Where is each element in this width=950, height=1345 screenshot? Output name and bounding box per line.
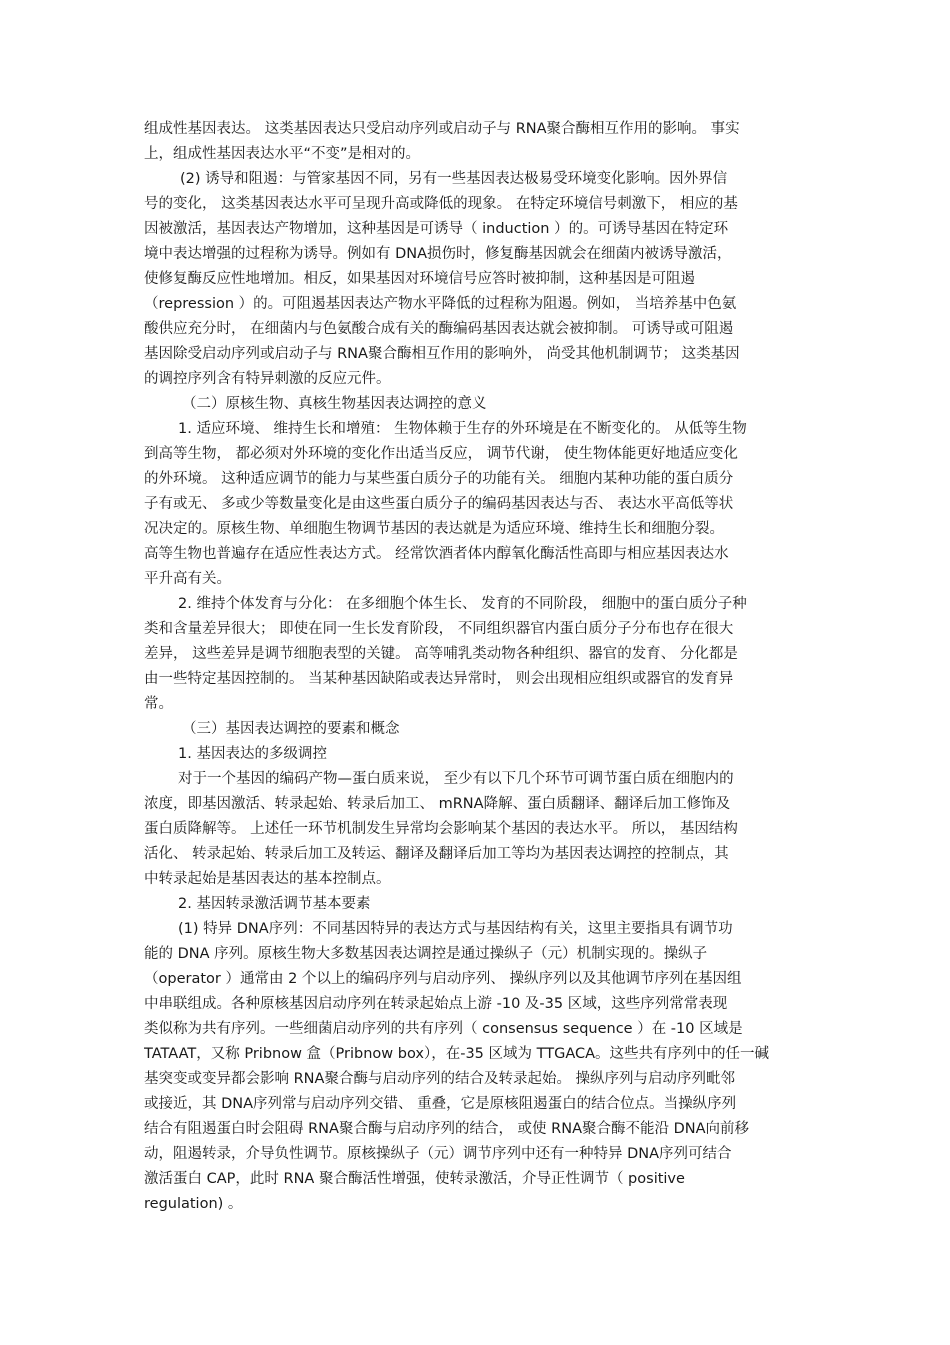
paragraph-line: (2) 诱导和阻遏：与管家基因不同，另有一些基因表达极易受环境变化影响。因外界信 bbox=[180, 171, 728, 187]
paragraph-line: 浓度，即基因激活、转录起始、转录后加工、 mRNA降解、蛋白质翻译、翻译后加工修饰及 bbox=[144, 796, 731, 812]
paragraph-line: 中转录起始是基因表达的基本控制点。 bbox=[144, 871, 391, 887]
paragraph-line: 能的 DNA 序列。原核生物大多数基因表达调控是通过操纵子（元）机制实现的。操纵子 bbox=[144, 946, 708, 962]
paragraph-line: 号的变化， 这类基因表达水平可呈现升高或降低的现象。 在特定环境信号刺激下， 相应的基 bbox=[144, 196, 738, 212]
paragraph-line: TATAAT，又称 Pribnow 盒（Pribnow box），在-35 区域为 TTGACA。这些共有序列中的任一碱 bbox=[144, 1046, 770, 1062]
subsection-heading: 1. 基因表达的多级调控 bbox=[178, 746, 327, 762]
paragraph-line: 子有或无、 多或少等数量变化是由这些蛋白质分子的编码基因表达与否、 表达水平高低等状 bbox=[144, 496, 734, 512]
paragraph-line: （operator ）通常由 2 个以上的编码序列与启动序列、 操纵序列以及其他调节序列在基因组 bbox=[144, 971, 742, 987]
paragraph-line: 1. 适应环境、 维持生长和增殖： 生物体赖于生存的外环境是在不断变化的。 从低等生物 bbox=[178, 421, 747, 437]
paragraph-line: 的外环境。 这种适应调节的能力与某些蛋白质分子的功能有关。 细胞内某种功能的蛋白质分 bbox=[144, 471, 734, 487]
paragraph-line: 组成性基因表达。 这类基因表达只受启动序列或启动子与 RNA聚合酶相互作用的影响。 事实 bbox=[144, 121, 740, 137]
paragraph-line: 激活蛋白 CAP，此时 RNA 聚合酶活性增强，使转录激活，介导正性调节（ positive bbox=[144, 1171, 685, 1187]
paragraph-line: 蛋白质降解等。 上述任一环节机制发生异常均会影响某个基因的表达水平。 所以， 基因结构 bbox=[144, 821, 738, 837]
paragraph-line: 或接近，其 DNA序列常与启动序列交错、 重叠，它是原核阻遏蛋白的结合位点。当操纵序列 bbox=[144, 1096, 737, 1112]
paragraph-line: 动，阻遏转录，介导负性调节。原核操纵子（元）调节序列中还有一种特异 DNA序列可结合 bbox=[144, 1146, 732, 1162]
paragraph-line: 中串联组成。各种原核基因启动序列在转录起始点上游 -10 及-35 区域，这些序列常常表现 bbox=[144, 996, 728, 1012]
paragraph-line: 况决定的。原核生物、单细胞生物调节基因的表达就是为适应环境、维持生长和细胞分裂。 bbox=[144, 521, 724, 537]
paragraph-line: 差异， 这些差异是调节细胞表型的关键。 高等哺乳类动物各种组织、器官的发育、 分化都是 bbox=[144, 646, 738, 662]
paragraph-line: 的调控序列含有特异刺激的反应元件。 bbox=[144, 371, 391, 387]
paragraph-line: 使修复酶反应性地增加。相反，如果基因对环境信号应答时被抑制，这种基因是可阻遏 bbox=[144, 271, 695, 287]
paragraph-line: 到高等生物， 都必须对外环境的变化作出适当反应， 调节代谢， 使生物体能更好地适应变化 bbox=[144, 446, 738, 462]
paragraph-line: 酸供应充分时， 在细菌内与色氨酸合成有关的酶编码基因表达就会被抑制。 可诱导或可阻遏 bbox=[144, 321, 734, 337]
paragraph-line: 境中表达增强的过程称为诱导。例如有 DNA损伤时，修复酶基因就会在细菌内被诱导激活， bbox=[144, 246, 732, 262]
paragraph-line: 类似称为共有序列。一些细菌启动序列的共有序列（ consensus sequence ）在 -10 区域是 bbox=[144, 1021, 743, 1037]
paragraph-line: 由一些特定基因控制的。 当某种基因缺陷或表达异常时， 则会出现相应组织或器官的发育异 bbox=[144, 671, 734, 687]
paragraph-line: 2. 维持个体发育与分化： 在多细胞个体生长、 发育的不同阶段， 细胞中的蛋白质分子种 bbox=[178, 596, 747, 612]
paragraph-line: regulation) 。 bbox=[144, 1196, 243, 1212]
paragraph-line: （repression ）的。可阻遏基因表达产物水平降低的过程称为阻遏。例如， 当培养基中色氨 bbox=[144, 296, 737, 312]
paragraph-line: 常。 bbox=[144, 696, 173, 712]
paragraph-line: 活化、 转录起始、转录后加工及转运、翻译及翻译后加工等均为基因表达调控的控制点，其 bbox=[144, 846, 729, 862]
paragraph-line: 结合有阻遏蛋白时会阻碍 RNA聚合酶与启动序列的结合， 或使 RNA聚合酶不能沿 DNA向前移 bbox=[144, 1121, 750, 1137]
paragraph-line: 高等生物也普遍存在适应性表达方式。 经常饮酒者体内醇氧化酶活性高即与相应基因表达水 bbox=[144, 546, 729, 562]
paragraph-line: (1) 特异 DNA序列：不同基因特异的表达方式与基因结构有关，这里主要指具有调节功 bbox=[178, 921, 733, 937]
paragraph-line: 因被激活，基因表达产物增加，这种基因是可诱导（ induction ）的。可诱导基因在特定环 bbox=[144, 221, 729, 237]
paragraph-line: 基因除受启动序列或启动子与 RNA聚合酶相互作用的影响外， 尚受其他机制调节； 这类基因 bbox=[144, 346, 740, 362]
paragraph-line: 类和含量差异很大； 即使在同一生长发育阶段， 不同组织器官内蛋白质分子分布也存在很大 bbox=[144, 621, 734, 637]
paragraph-line: 基突变或变异都会影响 RNA聚合酶与启动序列的结合及转录起始。 操纵序列与启动序列毗邻 bbox=[144, 1071, 736, 1087]
paragraph-line: 上，组成性基因表达水平“不变”是相对的。 bbox=[144, 146, 421, 162]
paragraph-line: 平升高有关。 bbox=[144, 571, 231, 587]
section-heading: （二）原核生物、真核生物基因表达调控的意义 bbox=[182, 396, 487, 412]
subsection-heading: 2. 基因转录激活调节基本要素 bbox=[178, 896, 371, 912]
section-heading: （三）基因表达调控的要素和概念 bbox=[182, 721, 400, 737]
paragraph-line: 对于一个基因的编码产物—蛋白质来说， 至少有以下几个环节可调节蛋白质在细胞内的 bbox=[178, 771, 734, 787]
